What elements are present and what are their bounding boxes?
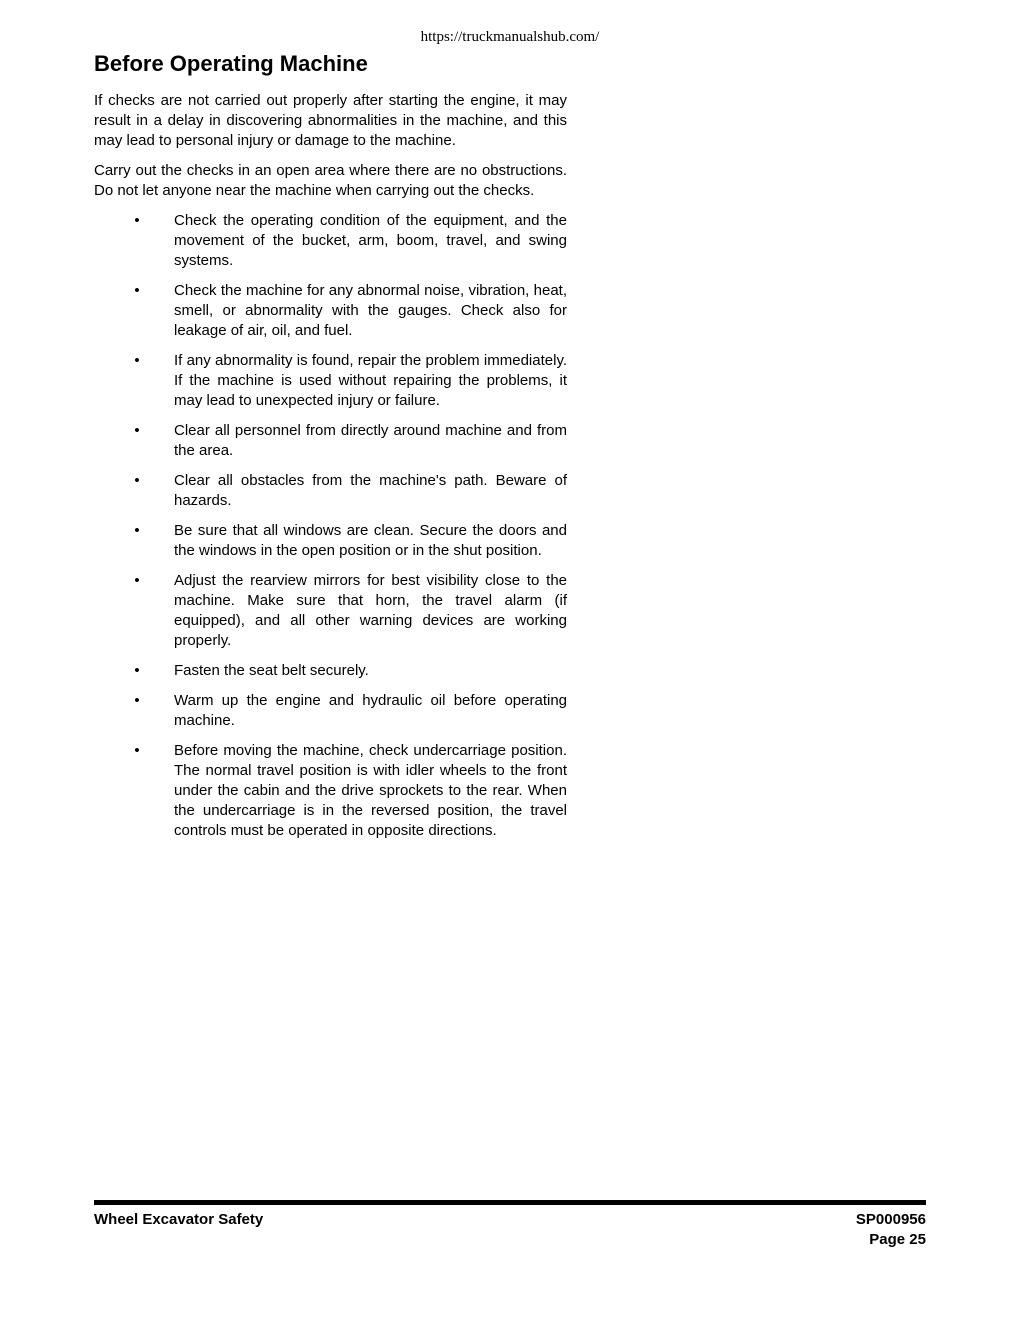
checklist-item	[94, 691, 567, 731]
checklist-item	[94, 661, 567, 681]
bullet-icon: •	[134, 742, 140, 759]
checklist-item	[94, 521, 567, 561]
checklist-item-text: Clear all obstacles from the machine's path. Beware of hazards.	[174, 472, 567, 509]
bullet-icon: •	[134, 692, 140, 709]
source-url[interactable]: https://truckmanualshub.com/	[420, 29, 600, 45]
bullet-icon: •	[134, 662, 140, 679]
bullet-icon: •	[134, 522, 140, 539]
bullet-icon: •	[134, 212, 140, 229]
checklist-item	[94, 471, 567, 511]
checklist-item	[94, 421, 567, 461]
document-id: SP000956	[855, 1211, 926, 1228]
page-title: Before Operating Machine	[94, 51, 368, 76]
main-content	[94, 91, 567, 851]
checklist-item-text: Check the machine for any abnormal noise, vibration, heat, smell, or abnormality with the gauges. Check also for leakage of air, oil, and fuel.	[174, 282, 567, 339]
instructions-paragraph: Carry out the checks in an open area where there are no obstructions. Do not let anyone near the machine when carrying out the checks.	[94, 162, 567, 199]
checklist-item-text: Clear all personnel from directly around machine and from the area.	[174, 422, 567, 459]
checklist-item-text: If any abnormality is found, repair the problem immediately. If the machine is used without repairing the problems, it may lead to unexpected injury or failure.	[174, 352, 567, 409]
checklist-item-text: Before moving the machine, check undercarriage position. The normal travel position is with idler wheels to the front under the cabin and the drive sprockets to the rear. When the undercarriage is in the reversed position, the travel controls must be operated in opposite directions.	[174, 742, 567, 839]
checklist-item-text: Fasten the seat belt securely.	[174, 662, 369, 679]
checklist-item	[94, 741, 567, 841]
checklist-item-text: Warm up the engine and hydraulic oil before operating machine.	[174, 692, 567, 729]
footer-section-title: Wheel Excavator Safety	[94, 1211, 264, 1228]
footer-page-info	[856, 1210, 926, 1250]
checklist-item-text: Adjust the rearview mirrors for best visibility close to the machine. Make sure that horn, the travel alarm (if equipped), and all other warning devices are working properly.	[174, 572, 567, 649]
checklist-item	[94, 351, 567, 411]
checklist-item	[94, 281, 567, 341]
checklist-item	[94, 571, 567, 651]
bullet-icon: •	[134, 422, 140, 439]
page-number: Page 25	[869, 1231, 926, 1248]
checklist-item-text: Be sure that all windows are clean. Secure the doors and the windows in the open position or in the shut position.	[174, 522, 567, 559]
bullet-icon: •	[134, 572, 140, 589]
checklist-item	[94, 211, 567, 271]
checklist	[94, 211, 567, 841]
bullet-icon: •	[134, 352, 140, 369]
bullet-icon: •	[134, 472, 140, 489]
bullet-icon: •	[134, 282, 140, 299]
intro-paragraph: If checks are not carried out properly after starting the engine, it may result in a delay in discovering abnormalities in the machine, and this may lead to personal injury or damage to the machine.	[94, 92, 567, 149]
footer-divider	[94, 1200, 926, 1205]
checklist-item-text: Check the operating condition of the equipment, and the movement of the bucket, arm, boom, travel, and swing systems.	[174, 212, 567, 269]
